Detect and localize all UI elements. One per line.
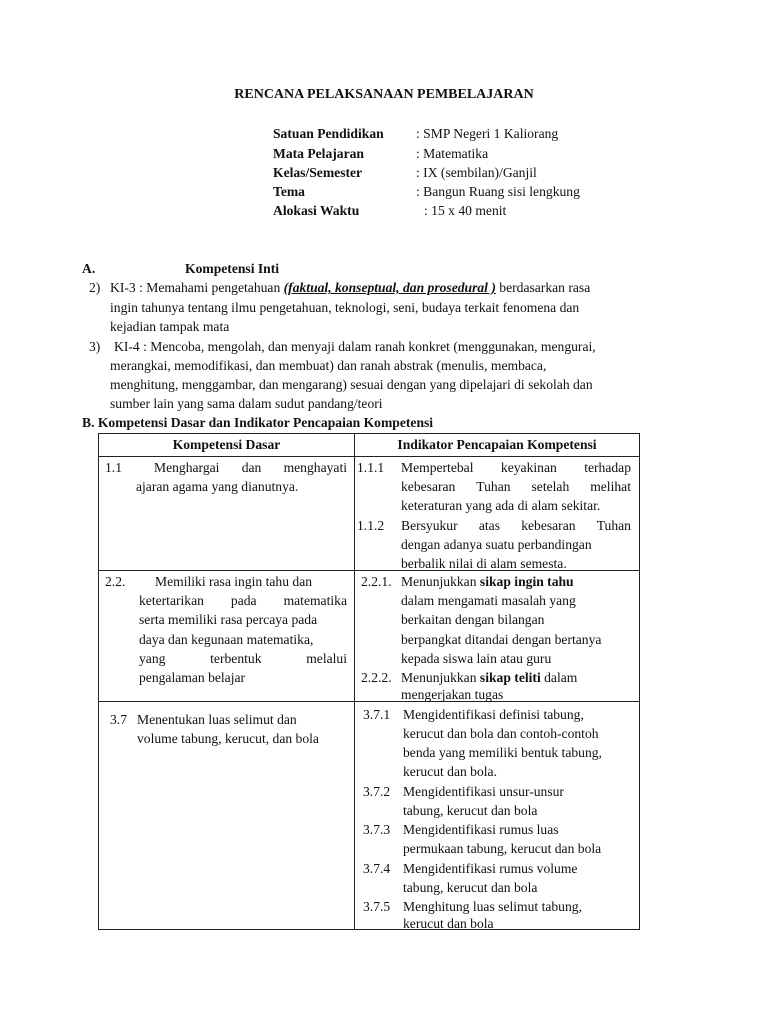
ipk-2-2-1-line5: kepada siswa lain atau guru bbox=[401, 651, 552, 666]
ki3-line1 bbox=[110, 280, 590, 296]
kd-word: terbentuk bbox=[210, 651, 262, 666]
ipk-2-2-2-line1 bbox=[401, 670, 577, 686]
kd-2-2-line3: serta memiliki rasa percaya pada bbox=[139, 612, 318, 627]
ki4-number: 3) bbox=[89, 339, 101, 354]
kd-word: pada bbox=[230, 593, 257, 608]
ki3-rest: berdasarkan rasa bbox=[495, 280, 591, 295]
kd-3-7-line1: Menentukan luas selimut dan bbox=[137, 712, 297, 727]
identity-value-mapel: : Matematika bbox=[416, 145, 489, 161]
identity-label-mapel: Mata Pelajaran bbox=[273, 145, 364, 161]
kd-cell-1-1 bbox=[99, 457, 355, 571]
ipk-word: Tuhan bbox=[596, 518, 631, 533]
ipk-2-2-1-line3: berkaitan dengan bilangan bbox=[401, 612, 545, 627]
ipk-word: Tuhan bbox=[476, 479, 511, 494]
ipk-2-2-1-line2: dalam mengamati masalah yang bbox=[401, 593, 576, 608]
ipk-word: atas bbox=[478, 518, 500, 533]
kd-1-1-word: Menghargai bbox=[154, 460, 220, 475]
identity-value-kelas: : IX (sembilan)/Ganjil bbox=[416, 165, 537, 180]
ipk-word: kebesaran bbox=[401, 479, 456, 494]
ipk-3-7-1-line: Mengidentifikasi definisi tabung, bbox=[403, 707, 584, 722]
competency-table bbox=[98, 433, 640, 930]
ipk-3-7-1-number: 3.7.1 bbox=[363, 707, 391, 722]
section-a-heading: Kompetensi Inti bbox=[185, 261, 280, 276]
ki4-line2: merangkai, memodifikasi, dan membuat) dan ranah abstrak (menulis, membaca, bbox=[110, 358, 547, 373]
ipk-2-2-2-line2: mengerjakan tugas bbox=[401, 687, 504, 702]
ipk-cell-2-2 bbox=[355, 571, 640, 702]
kd-3-7-number: 3.7 bbox=[110, 712, 127, 727]
document-title: RENCANA PELAKSANAAN PEMBELAJARAN bbox=[234, 87, 534, 102]
identity-value-alokasi: : 15 x 40 menit bbox=[424, 203, 507, 218]
table-row bbox=[99, 702, 640, 930]
ipk-emphasis: sikap ingin tahu bbox=[479, 574, 574, 589]
ipk-3-7-4-line: Mengidentifikasi rumus volume bbox=[403, 861, 578, 876]
ki4-line1: KI-4 : Mencoba, mengolah, dan menyaji dalam ranah konkret (menggunakan, mengurai, bbox=[114, 339, 596, 354]
kd-2-2-line2 bbox=[139, 593, 347, 609]
ipk-word: Mempertebal bbox=[401, 460, 474, 475]
identity-value-satuan: : SMP Negeri 1 Kaliorang bbox=[416, 126, 559, 141]
ipk-word: Bersyukur bbox=[401, 518, 458, 533]
kd-word: matematika bbox=[283, 593, 347, 608]
ipk-lead: Menunjukkan bbox=[401, 670, 480, 685]
ipk-1-1-1-line1 bbox=[401, 460, 631, 476]
ipk-2-2-1-line1 bbox=[401, 574, 574, 590]
ki3-line2: ingin tahunya tentang ilmu pengetahuan, teknologi, seni, budaya terkait fenomena dan bbox=[110, 300, 580, 315]
ki3-line3: kejadian tampak mata bbox=[110, 319, 230, 334]
kd-1-1-number: 1.1 bbox=[105, 460, 122, 475]
ki4-line3: menghitung, menggambar, dan mengarang) sesuai dengan yang dipelajari di sekolah dan bbox=[110, 377, 593, 392]
kd-word: yang bbox=[139, 651, 166, 666]
kd-2-2-line5 bbox=[139, 651, 347, 667]
ipk-word: kebesaran bbox=[521, 518, 576, 533]
ki4-line4: sumber lain yang sama dalam sudut pandang/teori bbox=[110, 396, 383, 411]
ipk-1-1-1-line3: keteraturan yang ada di alam sekitar. bbox=[401, 498, 601, 513]
ipk-2-2-2-number: 2.2.2. bbox=[361, 670, 392, 685]
ipk-word: terhadap bbox=[584, 460, 631, 475]
kd-2-2-line6: pengalaman belajar bbox=[139, 670, 246, 685]
kd-cell-2-2 bbox=[99, 571, 355, 702]
kd-1-1-line2: ajaran agama yang dianutnya. bbox=[136, 479, 299, 494]
ipk-3-7-1-line: kerucut dan bola dan contoh-contoh bbox=[403, 726, 599, 741]
kd-word: ketertarikan bbox=[139, 593, 204, 608]
ipk-3-7-4-line: tabung, kerucut dan bola bbox=[403, 880, 538, 895]
ki3-number: 2) bbox=[89, 280, 101, 295]
ipk-1-1-2-line1 bbox=[401, 518, 631, 534]
kd-2-2-line1: Memiliki rasa ingin tahu dan bbox=[155, 574, 313, 589]
identity-label-alokasi: Alokasi Waktu bbox=[273, 203, 360, 218]
ipk-lead: Menunjukkan bbox=[401, 574, 480, 589]
ipk-1-1-2-line3: berbalik nilai di alam semesta. bbox=[401, 556, 567, 571]
kd-2-2-number: 2.2. bbox=[105, 574, 126, 589]
ipk-3-7-2-line: tabung, kerucut dan bola bbox=[403, 803, 538, 818]
ki3-lead: KI-3 : Memahami pengetahuan bbox=[110, 280, 284, 295]
ipk-word: setelah bbox=[531, 479, 570, 494]
ipk-3-7-5-line: Menghitung luas selimut tabung, bbox=[403, 899, 582, 914]
kd-cell-3-7 bbox=[99, 702, 355, 930]
ipk-rest: dalam bbox=[540, 670, 578, 685]
ipk-cell-1-1 bbox=[355, 457, 640, 571]
kd-3-7-line2: volume tabung, kerucut, dan bola bbox=[137, 731, 319, 746]
header-indikator: Indikator Pencapaian Kompetensi bbox=[355, 434, 640, 457]
ipk-3-7-4-number: 3.7.4 bbox=[363, 861, 391, 876]
kd-1-1-line1 bbox=[154, 460, 347, 476]
ipk-3-7-2-number: 3.7.2 bbox=[363, 784, 391, 799]
ipk-3-7-5-number: 3.7.5 bbox=[363, 899, 391, 914]
ipk-cell-3-7 bbox=[355, 702, 640, 930]
ki3-emphasis: (faktual, konseptual, dan prosedural ) bbox=[283, 280, 496, 295]
ipk-3-7-1-line: kerucut dan bola. bbox=[403, 764, 497, 779]
table-row bbox=[99, 457, 640, 571]
ipk-word: melihat bbox=[590, 479, 631, 494]
table-row bbox=[99, 571, 640, 702]
identity-label-kelas: Kelas/Semester bbox=[273, 165, 363, 180]
kd-1-1-word: menghayati bbox=[283, 460, 347, 475]
kd-2-2-line4: daya dan kegunaan matematika, bbox=[139, 632, 314, 647]
ipk-1-1-2-line2: dengan adanya suatu perbandingan bbox=[401, 537, 592, 552]
ipk-3-7-1-line: benda yang memiliki bentuk tabung, bbox=[403, 745, 602, 760]
ipk-3-7-5-line: kerucut dan bola bbox=[403, 916, 494, 931]
ipk-3-7-3-number: 3.7.3 bbox=[363, 822, 391, 837]
header-kompetensi-dasar: Kompetensi Dasar bbox=[99, 434, 355, 457]
ipk-word: keyakinan bbox=[500, 460, 557, 475]
section-a-letter: A. bbox=[82, 261, 96, 276]
ipk-1-1-1-number: 1.1.1 bbox=[357, 460, 385, 475]
kd-1-1-word: dan bbox=[241, 460, 262, 475]
identity-label-tema: Tema bbox=[273, 184, 305, 199]
identity-value-tema: : Bangun Ruang sisi lengkung bbox=[416, 184, 580, 199]
ipk-3-7-2-line: Mengidentifikasi unsur-unsur bbox=[403, 784, 564, 799]
ipk-1-1-2-number: 1.1.2 bbox=[357, 518, 385, 533]
identity-label-satuan: Satuan Pendidikan bbox=[273, 126, 384, 141]
ipk-3-7-3-line: permukaan tabung, kerucut dan bola bbox=[403, 841, 602, 856]
ipk-2-2-1-line4: berpangkat ditandai dengan bertanya bbox=[401, 632, 602, 647]
table-header-row bbox=[99, 434, 640, 457]
ipk-1-1-1-line2 bbox=[401, 479, 631, 495]
section-b-heading: B. Kompetensi Dasar dan Indikator Pencapaian Kompetensi bbox=[82, 415, 434, 430]
ipk-3-7-3-line: Mengidentifikasi rumus luas bbox=[403, 822, 559, 837]
ipk-2-2-1-number: 2.2.1. bbox=[361, 574, 392, 589]
ipk-emphasis: sikap teliti bbox=[479, 670, 541, 685]
kd-word: melalui bbox=[306, 651, 347, 666]
